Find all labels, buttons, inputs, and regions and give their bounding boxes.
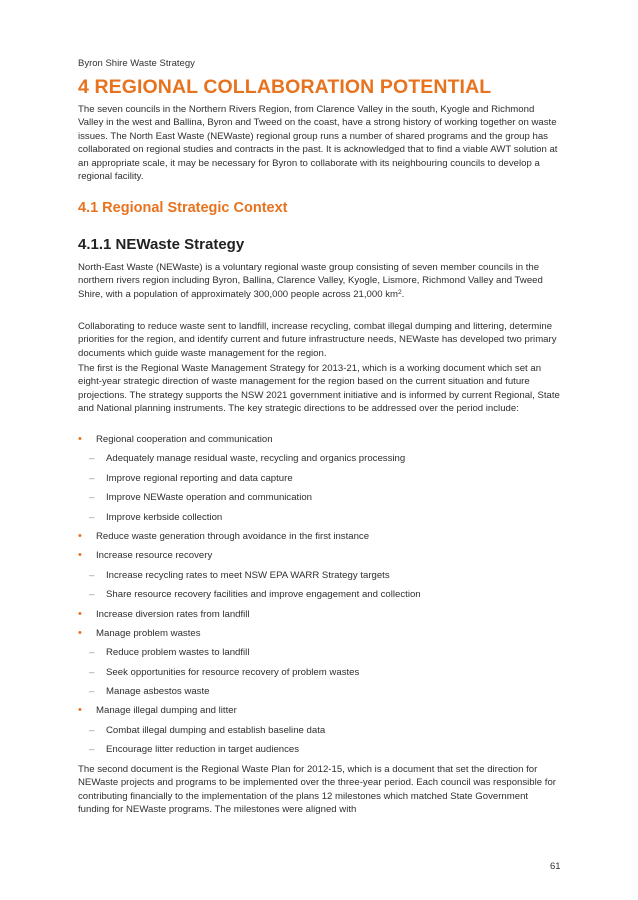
bullet-marker: • bbox=[78, 607, 82, 620]
strategy-paragraph: The first is the Regional Waste Management Strategy for 2013-21, which is a working document which set an eight-year strategic direction of waste management for the region based on the current situation and future projections. The strategy supports the NSW 2021 government initiative and is informed by current Regional, State and National planning instruments. The key strategic directions to be addressed over the period include: bbox=[78, 363, 560, 415]
dash-marker: – bbox=[89, 453, 95, 465]
sub-bullet-item bbox=[78, 491, 560, 510]
paragraph-text: North-East Waste (NEWaste) is a voluntary regional waste group consisting of seven member councils in the northern rivers region including Byron, Ballina, Clarence Valley, Kyogle, Lismore, Richmond Valley and Tweed Shire, with a population of approximately 300,000 people across 21,000 km bbox=[78, 262, 543, 300]
page-number: 61 bbox=[550, 861, 561, 872]
dash-marker: – bbox=[89, 744, 95, 756]
sub-bullet-item bbox=[78, 569, 560, 588]
bullet-text: Increase diversion rates from landfill bbox=[96, 608, 250, 620]
bullet-text: Reduce problem wastes to landfill bbox=[106, 647, 250, 659]
bullet-marker: • bbox=[78, 626, 82, 639]
bullet-text: Share resource recovery facilities and improve engagement and collection bbox=[106, 589, 421, 601]
bullet-item bbox=[78, 433, 560, 452]
dash-marker: – bbox=[89, 666, 95, 678]
superscript: 2 bbox=[398, 288, 402, 296]
dash-marker: – bbox=[89, 472, 95, 484]
bullet-text: Improve NEWaste operation and communication bbox=[106, 492, 313, 504]
bullet-text: Improve regional reporting and data capture bbox=[106, 472, 293, 484]
bullet-item bbox=[78, 608, 560, 627]
bullet-text: Regional cooperation and communication bbox=[96, 434, 273, 445]
paragraph-end: . bbox=[401, 288, 405, 300]
dash-marker: – bbox=[89, 686, 95, 698]
bullet-text: Manage problem wastes bbox=[96, 627, 201, 639]
bullet-text: Manage illegal dumping and litter bbox=[96, 705, 237, 717]
running-header: Byron Shire Waste Strategy bbox=[78, 58, 195, 69]
section-title: 4 REGIONAL COLLABORATION POTENTIAL bbox=[78, 76, 492, 98]
sub-bullet-item bbox=[78, 511, 560, 530]
bullet-marker: • bbox=[78, 433, 82, 445]
bullet-item bbox=[78, 549, 560, 568]
sub-bullet-item bbox=[78, 685, 560, 704]
bullet-text: Increase resource recovery bbox=[96, 550, 213, 562]
newaste-description-paragraph bbox=[78, 261, 560, 301]
bullet-text: Seek opportunities for resource recovery of problem wastes bbox=[106, 666, 360, 678]
subsection-title: 4.1 Regional Strategic Context bbox=[78, 200, 288, 216]
intro-paragraph: The seven councils in the Northern Rivers Region, from Clarence Valley in the south, Kyogle and Richmond Valley in the west and Ballina, Byron and Tweed on the coast, have a strong history of working together on waste issues. The North East Waste (NEWaste) regional group runs a number of shared programs and the group has collaborated on regional studies and contracts in the past. It is acknowledged that to find a viable AWT solution at an appropriate scale, it may be necessary for Byron to collaborate with its neighbouring councils to develop a regional facility. bbox=[78, 104, 558, 183]
bullet-text: Adequately manage residual waste, recycling and organics processing bbox=[106, 453, 406, 465]
bullet-item bbox=[78, 530, 560, 549]
bullet-text: Increase recycling rates to meet NSW EPA WARR Strategy targets bbox=[106, 569, 390, 581]
bullet-item bbox=[78, 627, 560, 646]
sub-bullet-item bbox=[78, 646, 560, 665]
dash-marker: – bbox=[89, 569, 95, 581]
bullet-text: Improve kerbside collection bbox=[106, 511, 223, 523]
bullet-marker: • bbox=[78, 704, 82, 717]
bullet-text: Encourage litter reduction in target audiences bbox=[106, 744, 300, 756]
strategic-directions-list bbox=[78, 433, 560, 763]
sub-bullet-item bbox=[78, 743, 560, 762]
dash-marker: – bbox=[89, 724, 95, 736]
bullet-text: Manage asbestos waste bbox=[106, 686, 210, 698]
sub-bullet-item bbox=[78, 588, 560, 607]
dash-marker: – bbox=[89, 492, 95, 504]
sub-bullet-item bbox=[78, 472, 560, 491]
sub-bullet-item bbox=[78, 666, 560, 685]
bullet-marker: • bbox=[78, 529, 82, 542]
dash-marker: – bbox=[89, 589, 95, 601]
bullet-marker: • bbox=[78, 549, 82, 562]
dash-marker: – bbox=[89, 511, 95, 523]
sub-bullet-item bbox=[78, 452, 560, 471]
dash-marker: – bbox=[89, 647, 95, 659]
sub-subsection-title: 4.1.1 NEWaste Strategy bbox=[78, 236, 245, 253]
regional-waste-plan-paragraph: The second document is the Regional Waste Plan for 2012-15, which is a document that set the direction for NEWaste projects and programs to be implemented over the three-year period. Each council was responsible for contributing financially to the implementation of the plans 12 milestones which matched State Government funding for NEWaste programs. The milestones were aligned with bbox=[78, 764, 556, 816]
collaboration-paragraph: Collaborating to reduce waste sent to landfill, increase recycling, combat illegal dumping and littering, determine priorities for the region, and identify current and future infrastructure needs, NEWaste has developed two primary documents which guide waste management for the region. bbox=[78, 321, 557, 359]
bullet-text: Reduce waste generation through avoidance in the first instance bbox=[96, 530, 370, 542]
bullet-item bbox=[78, 704, 560, 723]
sub-bullet-item bbox=[78, 724, 560, 743]
bullet-text: Combat illegal dumping and establish baseline data bbox=[106, 724, 326, 736]
